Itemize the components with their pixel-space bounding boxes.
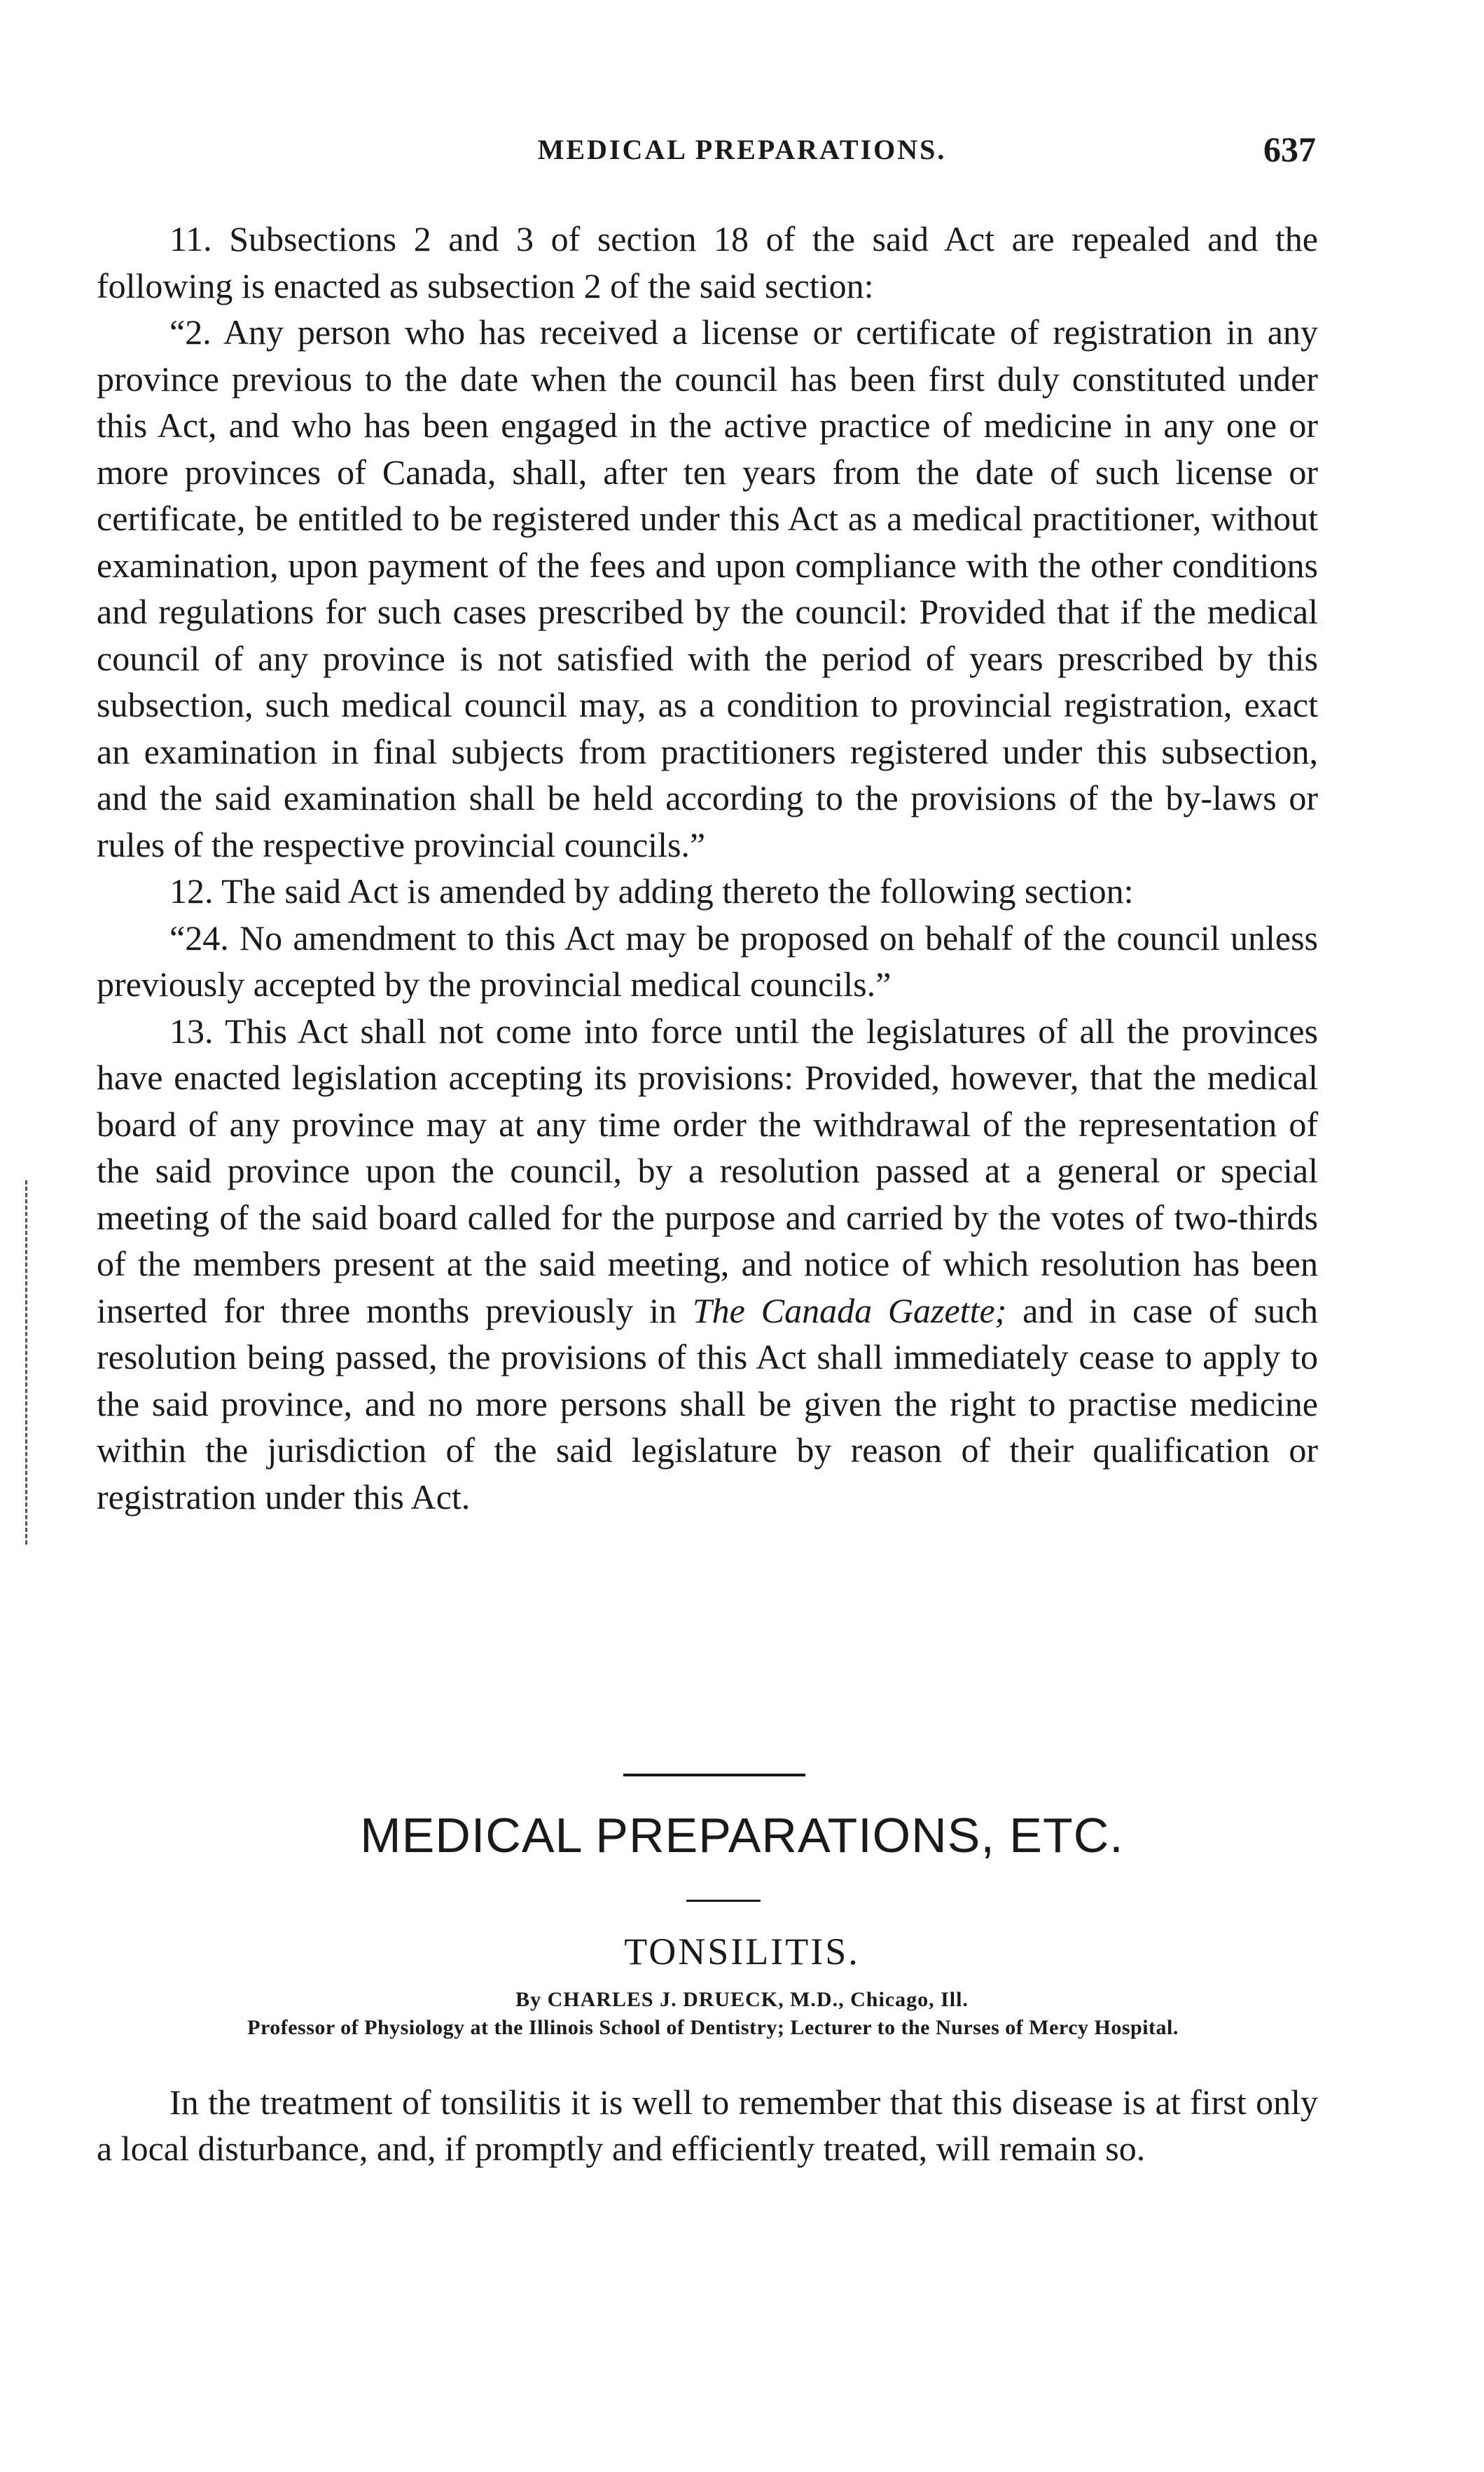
gazette-title: The Canada Gazette;: [692, 1290, 1007, 1330]
article-opening: [97, 2079, 1318, 2171]
page-number: 637: [1263, 130, 1316, 169]
author-affiliation: Professor of Physiology at the Illinois School of Dentistry; Lecturer to the Nurses of Mercy Hospital.: [247, 2016, 1179, 2039]
act-text: [97, 216, 1318, 1520]
paragraph-12: 12. The said Act is amended by adding thereto the following section:: [169, 871, 1134, 911]
paragraph-11: 11. Subsections 2 and 3 of section 18 of the said Act are repealed and the following is enacted as subsection 2 of the said section:: [97, 219, 1318, 305]
running-head: [0, 130, 1484, 175]
paragraph-13: [97, 1008, 1318, 1521]
article-title: TONSILITIS.: [624, 1931, 860, 1973]
running-title: MEDICAL PREPARATIONS.: [537, 134, 947, 165]
paragraph-13-text: 13. This Act shall not come into force until the legislatures of all the provinces have enacted legislation accepting its provisions: Provided, however, that the medical board of any province may at any time order the withdrawal of the representation of the said province upon the council, by a resolution passed at a general or special meeting of the said board called for the purpose and carried by the votes of two-thirds of the members present at the said meeting, and notice of which resolution has been inserted for three months previously in: [97, 1011, 1318, 1330]
margin-scan-mark: [25, 1180, 32, 1545]
paragraph-13-continued: and in case of such resolution being passed, the provisions of this Act shall immediately cease to apply to the said province, and no more persons shall be given the right to practise medicine within the jurisdiction of the said legislature by reason of their qualification or registration under this Act.: [97, 1290, 1319, 1517]
article-opening-paragraph: In the treatment of tonsilitis it is well to remember that this disease is at first only a local disturbance, and, if promptly and efficiently treated, will remain so.: [97, 2083, 1318, 2168]
section-24-quote: “24. No amendment to this Act may be proposed on behalf of the council unless previously accepted by the provincial medical councils.”: [97, 918, 1318, 1004]
title-divider-rule: [686, 1900, 761, 1902]
section-heading: MEDICAL PREPARATIONS, ETC.: [360, 1808, 1124, 1863]
subsection-2-quote: “2. Any person who has received a license or certificate of registration in any province previous to the date when the council has been first duly constituted under this Act, and who has been engaged in the active practice of medicine in any one or more provinces of Canada, shall, after ten years from the date of such license or certificate, be entitled to be registered under this Act as a medical practitioner, without examination, upon payment of the fees and upon compliance with the other conditions and regulations for such cases prescribed by the council: Provided that if the medical council of any province is not satisfied with the period of years prescribed by this subsection, such medical council may, as a condition to provincial registration, exact an examination in final subjects from practitioners registered under this subsection, and the said examination shall be held according to the provisions of the by-laws or rules of the respective provincial councils.”: [97, 312, 1318, 864]
section-divider-rule: [623, 1774, 805, 1776]
author-byline: By CHARLES J. DRUECK, M.D., Chicago, Ill.: [515, 1988, 969, 2011]
